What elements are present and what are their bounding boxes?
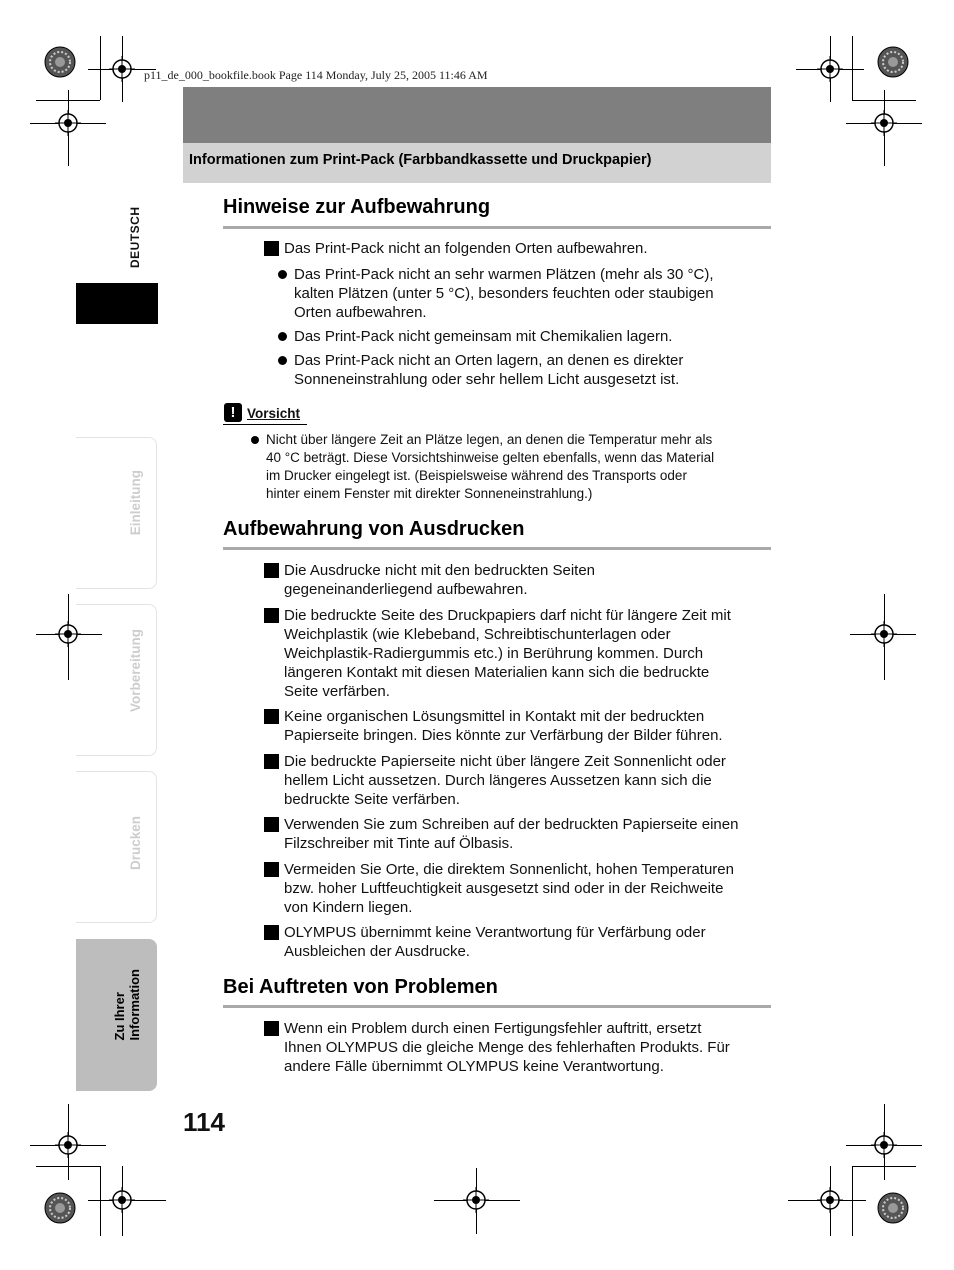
banner-bar (183, 87, 771, 143)
tab-drucken[interactable] (76, 771, 157, 923)
square-bullet-icon (264, 241, 279, 256)
color-rosette-icon (877, 1192, 909, 1224)
registration-mark-icon (871, 621, 897, 647)
square-bullet-icon (264, 817, 279, 832)
section-heading: Bei Auftreten von Problemen (223, 976, 498, 998)
tab-vorbereitung[interactable] (76, 604, 157, 756)
tab-einleitung[interactable] (76, 437, 157, 589)
registration-mark-icon (109, 56, 135, 82)
tab-zu-ihrer-information[interactable] (76, 939, 157, 1091)
bullet-icon (278, 270, 287, 279)
registration-mark-icon (109, 1187, 135, 1213)
registration-mark-icon (55, 110, 81, 136)
section-divider (223, 547, 771, 550)
tab-label: Vorbereitung (128, 629, 143, 713)
registration-mark-icon (871, 110, 897, 136)
section-divider (223, 226, 771, 229)
bullet-icon (251, 436, 259, 444)
page-number: 114 (183, 1107, 225, 1137)
registration-mark-icon (463, 1187, 489, 1213)
banner-title: Informationen zum Print-Pack (Farbbandkassette und Druckpapier) (183, 143, 771, 183)
square-bullet-icon (264, 862, 279, 877)
language-label: DEUTSCH (128, 206, 142, 268)
language-marker (76, 283, 158, 324)
square-bullet-icon (264, 1021, 279, 1036)
registration-mark-icon (817, 1187, 843, 1213)
color-rosette-icon (44, 46, 76, 78)
registration-mark-icon (55, 1132, 81, 1158)
caution-icon: ! (224, 403, 242, 422)
square-bullet-icon (264, 925, 279, 940)
color-rosette-icon (877, 46, 909, 78)
registration-mark-icon (871, 1132, 897, 1158)
registration-mark-icon (817, 56, 843, 82)
caution-label: Vorsicht (247, 406, 301, 421)
square-bullet-icon (264, 608, 279, 623)
square-bullet-icon (264, 754, 279, 769)
square-bullet-icon (264, 709, 279, 724)
bullet-icon (278, 332, 287, 341)
bullet-icon (278, 356, 287, 365)
tab-label: Drucken (128, 816, 143, 871)
caution-divider (223, 424, 307, 425)
section-heading: Hinweise zur Aufbewahrung (223, 196, 491, 218)
section-divider (223, 1005, 771, 1008)
tab-label: Einleitung (128, 470, 143, 536)
file-header: p11_de_000_bookfile.book Page 114 Monday, July 25, 2005 11:46 AM (144, 68, 488, 82)
square-bullet-icon (264, 563, 279, 578)
section-heading: Aufbewahrung von Ausdrucken (223, 518, 525, 540)
color-rosette-icon (44, 1192, 76, 1224)
tab-label: Zu Ihrer Information (112, 969, 142, 1041)
